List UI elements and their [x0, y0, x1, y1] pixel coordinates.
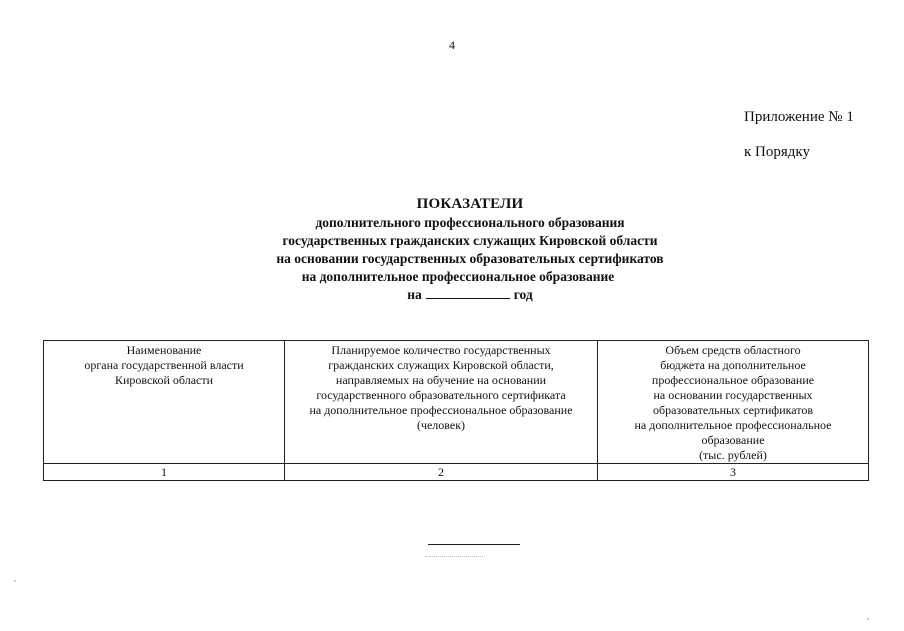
year-blank-field [426, 286, 510, 299]
header-cell-line: (человек) [416, 418, 466, 432]
header-cell-line: Кировской области [114, 373, 214, 387]
title-line-2: государственных гражданских служащих Кировской области [282, 233, 658, 248]
header-cell-line: на дополнительное профессиональное образование [309, 403, 573, 417]
header-cell-line: Объем средств областного [665, 343, 801, 357]
indicators-table [43, 340, 869, 481]
header-cell-authority [44, 341, 285, 464]
title-heading: ПОКАЗАТЕЛИ [416, 196, 524, 212]
header-cell-line: гражданских служащих Кировской области, [328, 358, 554, 372]
year-suffix: год [513, 287, 533, 302]
header-cell-planned-count [285, 341, 598, 464]
scan-speck [867, 618, 869, 620]
header-cell-line: на дополнительное профессиональное [634, 418, 832, 432]
header-cell-line: (тыс. рублей) [699, 448, 767, 462]
header-cell-line: бюджета на дополнительное [660, 358, 806, 372]
scan-speck [14, 580, 16, 582]
column-number-2: 2 [285, 464, 598, 481]
header-cell-line: Планируемое количество государственных [331, 343, 551, 357]
header-cell-line: образовательных сертификатов [652, 403, 814, 417]
appendix-reference: к Порядку [744, 144, 810, 160]
column-number-3: 3 [598, 464, 869, 481]
year-prefix: на [407, 287, 422, 302]
title-line-1: дополнительного профессионального образования [315, 215, 625, 230]
year-line [150, 286, 790, 304]
table-header-row [44, 341, 869, 464]
header-cell-budget-volume [598, 341, 869, 464]
scan-artifact [425, 556, 485, 561]
appendix-label: Приложение № 1 [744, 109, 854, 125]
header-cell-line: Наименование [126, 343, 202, 357]
column-number-1: 1 [44, 464, 285, 481]
header-cell-line: органа государственной власти [84, 358, 244, 372]
page-number: 4 [449, 38, 455, 52]
header-cell-line: направляемых на обучение на основании [335, 373, 547, 387]
column-number-row [44, 464, 869, 481]
header-cell-line: государственного образовательного сертификата [316, 388, 566, 402]
document-title [150, 195, 790, 304]
header-cell-line: на основании государственных [653, 388, 813, 402]
closing-rule [428, 544, 520, 545]
title-line-3: на основании государственных образовательных сертификатов [276, 251, 664, 266]
title-line-4: на дополнительное профессиональное образование [301, 269, 615, 284]
header-cell-line: профессиональное образование [651, 373, 815, 387]
header-cell-line: образование [701, 433, 765, 447]
